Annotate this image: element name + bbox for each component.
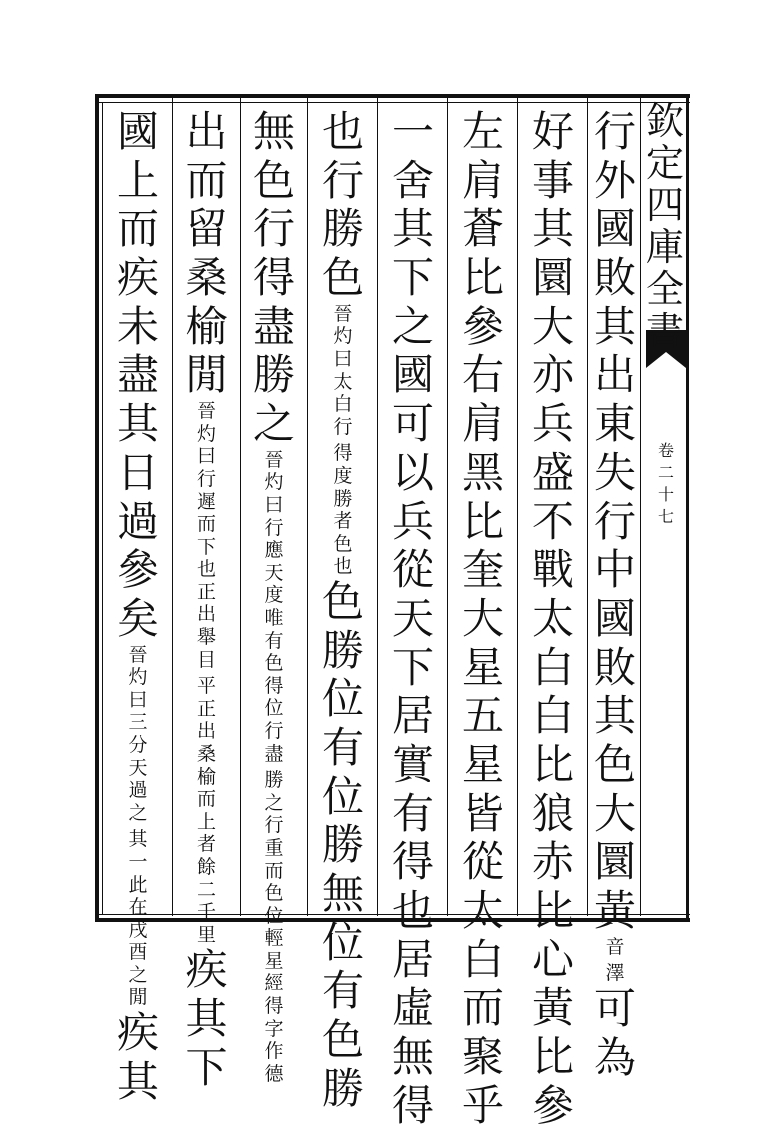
glyph: 比 bbox=[531, 739, 574, 789]
glyph: 勝 bbox=[333, 487, 353, 510]
glyph: 欽 bbox=[645, 99, 684, 143]
column-divider bbox=[377, 98, 378, 916]
glyph: 出 bbox=[196, 720, 216, 743]
glyph: 曰 bbox=[264, 494, 284, 516]
glyph: 而 bbox=[196, 788, 216, 811]
commentary-right-line bbox=[128, 644, 147, 825]
glyph: 國 bbox=[391, 350, 434, 400]
glyph: 虛 bbox=[391, 983, 434, 1033]
glyph: 庫 bbox=[645, 225, 684, 269]
glyph: 好 bbox=[531, 107, 574, 156]
glyph: 白 bbox=[531, 691, 574, 741]
glyph: 三 bbox=[128, 711, 148, 734]
glyph: 行 bbox=[252, 204, 295, 254]
glyph: 星 bbox=[264, 949, 284, 972]
column-divider bbox=[517, 98, 518, 916]
glyph: 天 bbox=[128, 756, 148, 779]
glyph: 大 bbox=[461, 593, 504, 643]
glyph: 可 bbox=[391, 399, 434, 449]
commentary-left-line bbox=[333, 442, 352, 578]
glyph: 乎 bbox=[461, 1080, 504, 1130]
glyph: 灼 bbox=[333, 325, 353, 348]
glyph: 灼 bbox=[196, 422, 216, 445]
text-column-1 bbox=[591, 108, 639, 1082]
glyph: 勝 bbox=[264, 769, 284, 792]
glyph: 失 bbox=[593, 447, 636, 497]
text-column-7 bbox=[175, 108, 238, 1092]
column-divider bbox=[172, 98, 173, 916]
glyph: 色 bbox=[321, 1015, 364, 1065]
glyph: 從 bbox=[391, 545, 434, 595]
glyph: 大 bbox=[593, 788, 636, 838]
glyph: 酉 bbox=[128, 941, 148, 964]
glyph: 閒 bbox=[128, 986, 148, 1009]
glyph: 舍 bbox=[391, 155, 434, 205]
glyph: 比 bbox=[531, 886, 574, 935]
main-text bbox=[392, 108, 434, 1130]
glyph: 外 bbox=[593, 155, 636, 205]
glyph: 晉 bbox=[196, 400, 216, 423]
margin-juan bbox=[654, 440, 678, 528]
margin-title-text bbox=[646, 100, 684, 352]
glyph: 色 bbox=[264, 652, 284, 675]
glyph: 之 bbox=[252, 399, 295, 449]
glyph: 不 bbox=[531, 496, 574, 546]
commentary bbox=[264, 449, 283, 1086]
glyph: 下 bbox=[196, 535, 216, 558]
glyph: 居 bbox=[391, 934, 434, 984]
glyph: 度 bbox=[333, 464, 353, 487]
glyph: 千 bbox=[196, 901, 216, 924]
glyph: 曰 bbox=[128, 688, 148, 711]
frame-right-line bbox=[686, 94, 689, 922]
glyph: 輕 bbox=[264, 927, 284, 950]
glyph: 出 bbox=[593, 350, 636, 400]
main-text bbox=[117, 108, 159, 644]
commentary-right-line bbox=[333, 303, 352, 439]
glyph: 兵 bbox=[391, 496, 434, 546]
glyph: 其 bbox=[185, 994, 228, 1044]
glyph: 晉 bbox=[128, 643, 148, 666]
glyph: 得 bbox=[391, 1080, 434, 1130]
glyph: 色 bbox=[252, 155, 295, 205]
margin-title bbox=[644, 100, 686, 352]
glyph: 下 bbox=[391, 642, 434, 692]
column-divider bbox=[447, 98, 448, 916]
glyph: 得 bbox=[264, 995, 284, 1018]
glyph: 太 bbox=[461, 886, 504, 935]
glyph: 色 bbox=[333, 532, 353, 555]
glyph: 正 bbox=[196, 580, 216, 603]
glyph: 行 bbox=[196, 467, 216, 490]
glyph: 出 bbox=[185, 107, 228, 156]
glyph: 也 bbox=[321, 107, 364, 156]
glyph: 書 bbox=[645, 309, 684, 353]
glyph: 下 bbox=[185, 1042, 228, 1092]
glyph: 參 bbox=[116, 545, 159, 595]
glyph: 位 bbox=[321, 771, 364, 821]
glyph: 勝 bbox=[321, 1063, 364, 1113]
glyph: 行 bbox=[264, 814, 284, 837]
glyph: 可 bbox=[593, 983, 636, 1033]
glyph: 敗 bbox=[593, 253, 636, 303]
margin-juan-text bbox=[658, 440, 674, 528]
glyph: 狼 bbox=[531, 788, 574, 838]
glyph: 其 bbox=[593, 691, 636, 741]
glyph: 也 bbox=[391, 886, 434, 935]
column-divider bbox=[587, 98, 588, 916]
glyph: 圜 bbox=[593, 837, 636, 887]
glyph: 也 bbox=[333, 555, 353, 578]
glyph: 音 bbox=[605, 935, 625, 958]
glyph: 其 bbox=[116, 1056, 159, 1106]
glyph: 為 bbox=[593, 1032, 636, 1082]
glyph: 盡 bbox=[252, 301, 295, 351]
glyph: 心 bbox=[531, 934, 574, 984]
text-column-2 bbox=[521, 108, 585, 1130]
glyph: 定 bbox=[645, 141, 684, 185]
glyph: 從 bbox=[461, 837, 504, 887]
column-divider bbox=[307, 98, 308, 916]
main-text bbox=[532, 108, 574, 1130]
text-column-8 bbox=[106, 108, 170, 1106]
frame-top-inner-line bbox=[95, 102, 690, 103]
glyph: 得 bbox=[333, 442, 353, 465]
glyph: 下 bbox=[391, 253, 434, 303]
glyph: 日 bbox=[116, 447, 159, 497]
glyph: 灼 bbox=[128, 666, 148, 689]
glyph: 而 bbox=[116, 204, 159, 254]
glyph: 過 bbox=[116, 496, 159, 546]
main-text bbox=[594, 108, 636, 936]
glyph: 得 bbox=[391, 837, 434, 887]
glyph: 其 bbox=[128, 828, 148, 851]
glyph: 太 bbox=[531, 593, 574, 643]
glyph: 盡 bbox=[116, 350, 159, 400]
glyph: 曰 bbox=[333, 347, 353, 370]
glyph: 留 bbox=[185, 204, 228, 254]
glyph: 桑 bbox=[196, 743, 216, 766]
glyph: 而 bbox=[185, 155, 228, 205]
glyph: 右 bbox=[461, 350, 504, 400]
glyph: 比 bbox=[531, 1032, 574, 1082]
glyph: 閒 bbox=[185, 350, 228, 400]
glyph: 東 bbox=[593, 399, 636, 449]
glyph: 澤 bbox=[605, 962, 625, 985]
glyph: 二 bbox=[657, 463, 674, 482]
glyph: 肩 bbox=[461, 155, 504, 205]
glyph: 而 bbox=[196, 513, 216, 536]
glyph: 比 bbox=[461, 496, 504, 546]
glyph: 國 bbox=[593, 593, 636, 643]
main-text bbox=[185, 946, 227, 1092]
glyph: 平 bbox=[196, 675, 216, 698]
glyph: 疾 bbox=[185, 945, 228, 995]
glyph: 奎 bbox=[461, 545, 504, 595]
glyph: 出 bbox=[196, 603, 216, 626]
glyph: 餘 bbox=[196, 856, 216, 878]
glyph: 上 bbox=[196, 810, 216, 833]
glyph: 位 bbox=[264, 904, 284, 927]
glyph: 有 bbox=[264, 629, 284, 652]
glyph: 之 bbox=[128, 801, 148, 824]
glyph: 中 bbox=[593, 545, 636, 595]
glyph: 灼 bbox=[264, 471, 284, 494]
glyph: 德 bbox=[264, 1062, 284, 1085]
glyph: 有 bbox=[391, 788, 434, 838]
frame-top-line bbox=[95, 94, 690, 98]
glyph: 位 bbox=[264, 697, 284, 720]
glyph: 肩 bbox=[461, 399, 504, 449]
glyph: 之 bbox=[391, 301, 434, 351]
glyph: 榆 bbox=[196, 765, 216, 788]
glyph: 聚 bbox=[461, 1032, 504, 1082]
glyph: 蒼 bbox=[461, 204, 504, 254]
glyph: 也 bbox=[196, 558, 216, 581]
glyph: 色 bbox=[593, 739, 636, 789]
glyph: 十 bbox=[657, 485, 674, 504]
glyph: 天 bbox=[391, 593, 434, 643]
glyph: 左 bbox=[461, 107, 504, 156]
glyph: 色 bbox=[321, 576, 364, 626]
glyph: 亦 bbox=[531, 350, 574, 400]
glyph: 在 bbox=[128, 896, 148, 919]
glyph: 得 bbox=[252, 253, 295, 303]
main-text bbox=[185, 108, 227, 400]
glyph: 參 bbox=[461, 301, 504, 351]
glyph: 度 bbox=[264, 584, 284, 607]
glyph: 全 bbox=[645, 267, 684, 311]
glyph: 無 bbox=[252, 107, 295, 156]
glyph: 比 bbox=[461, 253, 504, 303]
glyph: 之 bbox=[264, 791, 284, 814]
commentary bbox=[128, 644, 147, 1010]
glyph: 勝 bbox=[252, 350, 295, 400]
glyph: 兵 bbox=[531, 399, 574, 449]
glyph: 有 bbox=[321, 722, 364, 772]
glyph: 行 bbox=[264, 516, 284, 539]
glyph: 晉 bbox=[333, 302, 353, 325]
glyph: 天 bbox=[264, 561, 284, 584]
glyph: 字 bbox=[264, 1017, 284, 1040]
commentary-right-line bbox=[605, 936, 624, 959]
commentary-right-line bbox=[197, 400, 216, 671]
commentary bbox=[197, 400, 216, 946]
glyph: 居 bbox=[391, 691, 434, 741]
glyph: 勝 bbox=[321, 625, 364, 675]
glyph: 黃 bbox=[593, 886, 636, 935]
glyph: 國 bbox=[593, 204, 636, 254]
glyph: 色 bbox=[264, 882, 284, 905]
glyph: 卷 bbox=[657, 441, 674, 460]
glyph: 皆 bbox=[461, 788, 504, 838]
glyph: 晉 bbox=[264, 448, 284, 471]
glyph: 舉 bbox=[196, 626, 216, 649]
glyph: 榆 bbox=[185, 301, 228, 351]
column-divider bbox=[240, 98, 241, 916]
commentary bbox=[605, 936, 624, 985]
glyph: 星 bbox=[461, 739, 504, 789]
glyph: 應 bbox=[264, 539, 284, 562]
glyph: 白 bbox=[461, 934, 504, 984]
glyph: 此 bbox=[128, 873, 148, 896]
text-column-3 bbox=[451, 108, 515, 1130]
glyph: 有 bbox=[321, 966, 364, 1016]
main-text bbox=[462, 108, 504, 1130]
glyph: 其 bbox=[531, 204, 574, 254]
glyph: 之 bbox=[128, 963, 148, 986]
glyph: 戌 bbox=[128, 918, 148, 941]
frame-left-inner-line bbox=[102, 102, 103, 915]
glyph: 圜 bbox=[531, 253, 574, 303]
glyph: 其 bbox=[593, 301, 636, 351]
glyph: 戰 bbox=[531, 545, 574, 595]
glyph: 遲 bbox=[196, 490, 216, 513]
glyph: 五 bbox=[461, 691, 504, 741]
glyph: 位 bbox=[321, 917, 364, 967]
glyph: 未 bbox=[116, 301, 159, 351]
glyph: 而 bbox=[264, 859, 284, 882]
commentary-left-line bbox=[264, 769, 283, 1085]
glyph: 勝 bbox=[321, 204, 364, 254]
glyph: 事 bbox=[531, 155, 574, 205]
frame-left-line bbox=[95, 94, 99, 922]
glyph: 而 bbox=[461, 983, 504, 1033]
main-text bbox=[253, 108, 295, 449]
glyph: 參 bbox=[531, 1080, 574, 1130]
glyph: 重 bbox=[264, 836, 284, 859]
glyph: 勝 bbox=[321, 820, 364, 870]
glyph: 行 bbox=[264, 719, 284, 742]
glyph: 分 bbox=[128, 733, 148, 756]
commentary-left-line bbox=[605, 962, 624, 985]
commentary-right-line bbox=[264, 449, 283, 765]
glyph: 作 bbox=[264, 1040, 284, 1063]
main-text bbox=[594, 985, 636, 1082]
glyph: 無 bbox=[391, 1032, 434, 1082]
glyph: 赤 bbox=[531, 837, 574, 887]
glyph: 上 bbox=[116, 155, 159, 205]
glyph: 行 bbox=[593, 107, 636, 156]
commentary bbox=[333, 303, 352, 578]
glyph: 四 bbox=[645, 183, 684, 227]
glyph: 行 bbox=[593, 496, 636, 546]
glyph: 正 bbox=[196, 697, 216, 720]
glyph: 盛 bbox=[531, 447, 574, 497]
glyph: 疾 bbox=[116, 1008, 159, 1058]
glyph: 疾 bbox=[116, 253, 159, 303]
glyph: 一 bbox=[128, 850, 148, 873]
commentary-left-line bbox=[197, 675, 216, 946]
text-column-6 bbox=[243, 108, 305, 1085]
glyph: 白 bbox=[333, 393, 353, 416]
glyph: 二 bbox=[196, 878, 216, 901]
glyph: 大 bbox=[531, 301, 574, 351]
glyph: 得 bbox=[264, 674, 284, 697]
text-column-5 bbox=[311, 108, 375, 1113]
glyph: 無 bbox=[321, 869, 364, 918]
glyph: 者 bbox=[196, 833, 216, 856]
glyph: 曰 bbox=[196, 445, 216, 468]
glyph: 行 bbox=[321, 155, 364, 205]
glyph: 星 bbox=[461, 642, 504, 692]
glyph: 位 bbox=[321, 674, 364, 724]
glyph: 盡 bbox=[264, 742, 284, 765]
commentary-left-line bbox=[128, 828, 147, 1009]
glyph: 敗 bbox=[593, 642, 636, 692]
glyph: 一 bbox=[391, 107, 434, 156]
glyph: 其 bbox=[116, 399, 159, 449]
glyph: 矣 bbox=[116, 593, 159, 643]
glyph: 唯 bbox=[264, 606, 284, 629]
text-column-4 bbox=[381, 108, 445, 1130]
glyph: 者 bbox=[333, 510, 353, 533]
glyph: 七 bbox=[657, 507, 674, 526]
glyph: 實 bbox=[391, 739, 434, 789]
glyph: 黑 bbox=[461, 447, 504, 497]
glyph: 目 bbox=[196, 648, 216, 671]
glyph: 桑 bbox=[185, 253, 228, 303]
main-text bbox=[322, 578, 364, 1114]
glyph: 以 bbox=[391, 447, 434, 497]
column-divider bbox=[640, 98, 641, 916]
glyph: 白 bbox=[531, 642, 574, 692]
glyph: 國 bbox=[116, 107, 159, 156]
glyph: 色 bbox=[321, 253, 364, 303]
glyph: 太 bbox=[333, 370, 353, 393]
glyph: 行 bbox=[333, 415, 353, 438]
glyph: 里 bbox=[196, 923, 216, 946]
glyph: 過 bbox=[128, 779, 148, 802]
main-text bbox=[322, 108, 364, 303]
glyph: 黃 bbox=[531, 983, 574, 1033]
glyph: 經 bbox=[264, 972, 284, 995]
glyph: 其 bbox=[391, 204, 434, 254]
